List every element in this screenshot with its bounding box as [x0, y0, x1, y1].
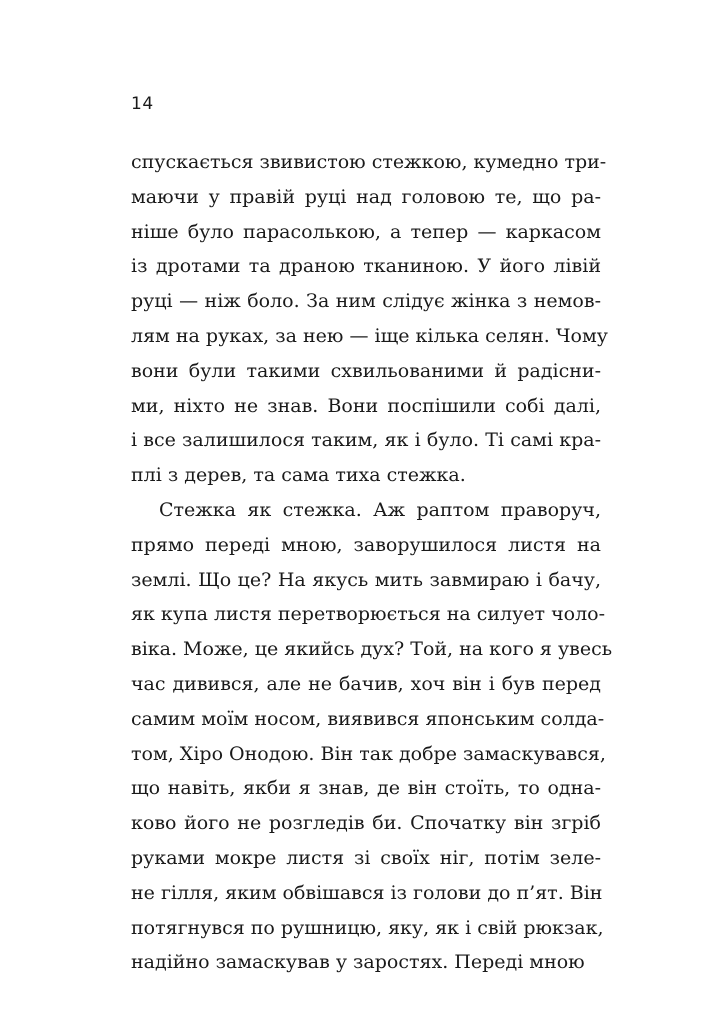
text-line: маючи у правій руці над головою те, що ра- — [131, 185, 601, 208]
text-line: віка. Може, це якийсь дух? Той, на кого я увесь — [131, 638, 613, 661]
text-line: землі. Що це? На якусь мить завмираю і бачу, — [131, 568, 601, 591]
text-line: руками мокре листя зі своїх ніг, потім зеле- — [131, 846, 601, 869]
text-line: плі з дерев, та сама тиха стежка. — [131, 464, 466, 487]
text-line: не гілля, яким обвішався із голови до п’ят. Він — [131, 881, 603, 904]
text-line: лям на руках, за нею — іще кілька селян. Чому — [131, 324, 608, 347]
text-line: що навіть, якби я знав, де він стоїть, то одна- — [131, 777, 601, 800]
body-text — [131, 145, 613, 980]
page-number: 14 — [131, 94, 154, 114]
text-line: час дивився, але не бачив, хоч він і був перед — [131, 672, 601, 695]
text-line: надійно замаскував у заростях. Переді мною — [131, 951, 585, 974]
text-line: ково його не розгледів би. Спочатку він згріб — [131, 812, 601, 835]
text-line: самим моїм носом, виявився японським солда- — [131, 707, 605, 730]
text-line: ніше було парасолькою, а тепер — каркасом — [131, 220, 601, 243]
text-line: і все залишилося таким, як і було. Ті самі кра- — [131, 429, 601, 452]
text-line: із дротами та драною тканиною. У його лівій — [131, 255, 601, 278]
text-line: руці — ніж боло. За ним слідує жінка з немов- — [131, 290, 601, 313]
text-line: вони були такими схвильованими й радісни- — [131, 359, 601, 382]
text-line: потягнувся по рушницю, яку, як і свій рюкзак, — [131, 916, 604, 939]
text-line: як купа листя перетворюється на силует чоло- — [131, 603, 606, 626]
text-line: ми, ніхто не знав. Вони поспішили собі далі, — [131, 394, 601, 417]
text-line: том, Хіро Онодою. Він так добре замаскувався, — [131, 742, 606, 765]
text-line: спускається звивистою стежкою, кумедно три- — [131, 151, 607, 173]
text-line: прямо переді мною, заворушилося листя на — [131, 533, 601, 556]
paragraph-first-line: Стежка як стежка. Аж раптом праворуч, — [159, 498, 601, 521]
